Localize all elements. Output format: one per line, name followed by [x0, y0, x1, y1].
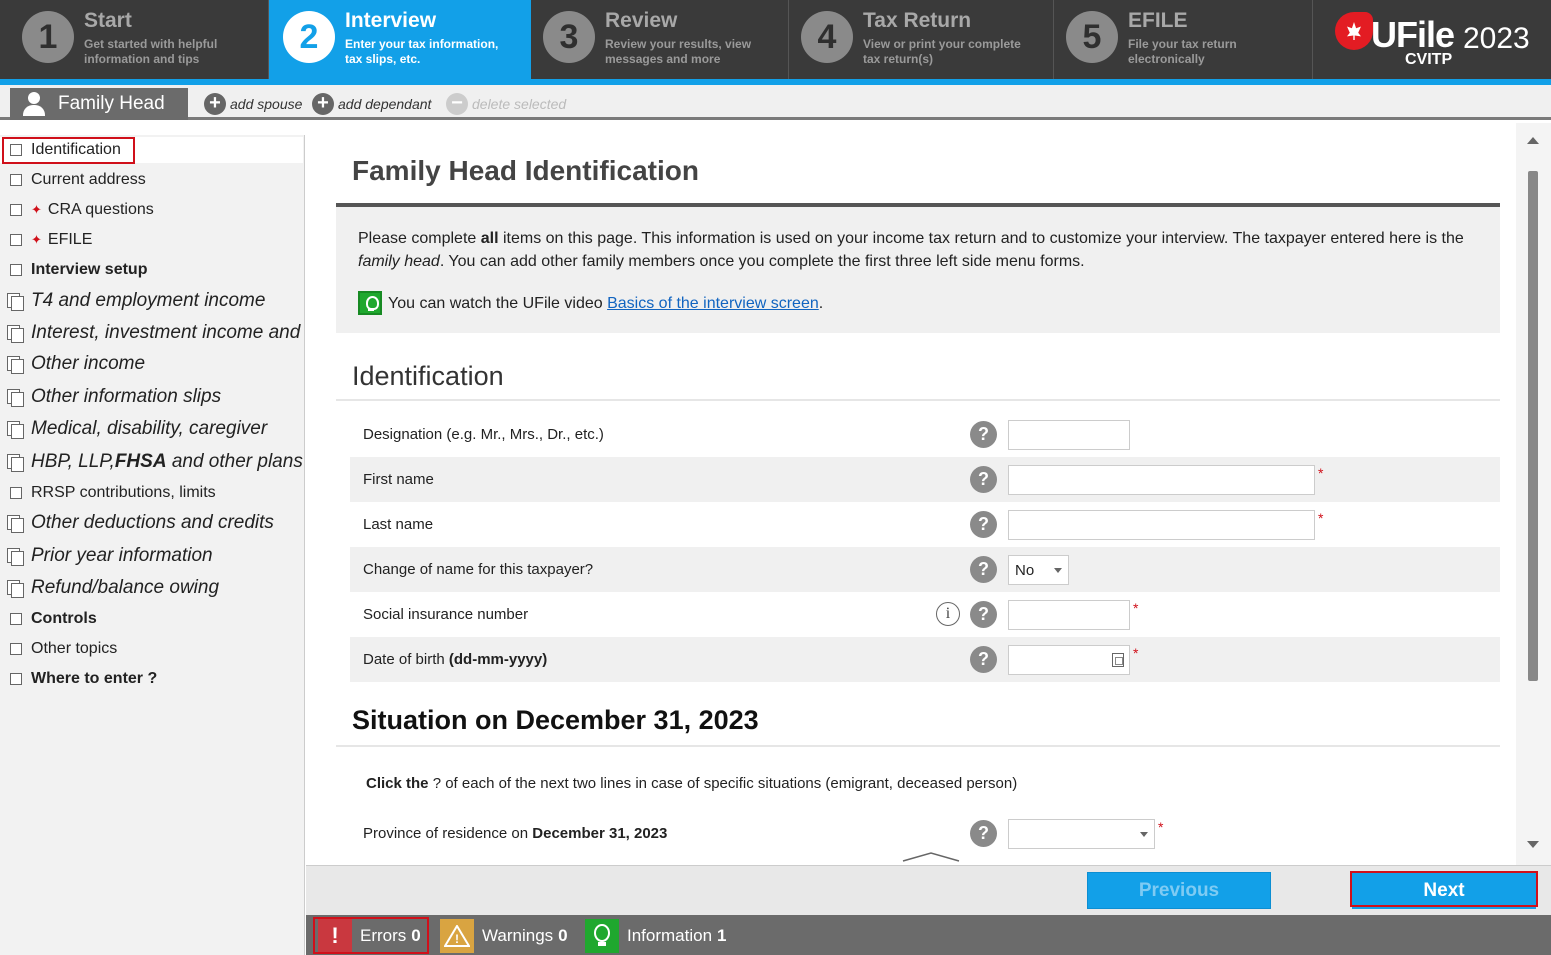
province-select[interactable]: [1008, 819, 1155, 849]
sidebar-item-label: Identification: [31, 141, 121, 158]
intro-text-italic: family head: [358, 253, 440, 270]
dob-label: [363, 651, 547, 668]
status-bar: [306, 915, 1551, 955]
plus-icon: +: [204, 93, 226, 115]
scroll-up-icon[interactable]: [1527, 137, 1539, 144]
sidebar-item-refund-balance[interactable]: [0, 575, 219, 601]
step-number: 5: [1066, 11, 1118, 63]
page-title: Family Head Identification: [352, 155, 699, 186]
pages-icon: [7, 454, 23, 470]
sidebar-item-label: and other plans: [166, 451, 303, 472]
section-divider: [336, 399, 1500, 401]
step-review[interactable]: [531, 0, 789, 79]
brand-name: UFile: [1371, 14, 1455, 55]
person-icon: [22, 92, 46, 116]
sidebar-item-label: Medical, disability, caregiver: [31, 418, 268, 439]
svg-text:!: !: [455, 932, 459, 946]
sidebar-item-hbp-llp-fhsa[interactable]: [0, 449, 303, 475]
checkbox-icon: [10, 174, 22, 186]
checkbox-icon: [10, 234, 22, 246]
sidebar-item-label: Other deductions and credits: [31, 512, 274, 533]
step-subtitle: View or print your complete: [863, 37, 1021, 51]
sidebar: [0, 135, 305, 955]
intro-text: [358, 227, 1478, 273]
step-subtitle: tax return(s): [863, 52, 934, 66]
name-change-label: Change of name for this taxpayer?: [363, 561, 594, 578]
step-subtitle: Enter your tax information,: [345, 37, 499, 51]
help-icon[interactable]: ?: [970, 556, 997, 583]
field-row-name-change: [350, 547, 1500, 592]
click-instruction-text: ? of each of the next two lines in case of specific situations (emigrant, deceased person): [428, 775, 1018, 792]
sidebar-item-label: Interview setup: [31, 261, 148, 278]
checkbox-icon: [10, 264, 22, 276]
sidebar-item-rrsp[interactable]: [0, 480, 216, 506]
sidebar-item-controls[interactable]: [0, 606, 97, 632]
pages-icon: [7, 548, 23, 564]
warning-icon: [440, 919, 474, 953]
step-subtitle: Get started with helpful: [84, 37, 218, 51]
step-tax-return[interactable]: [789, 0, 1054, 79]
sidebar-item-label: HBP, LLP,: [31, 451, 115, 472]
step-interview[interactable]: [269, 0, 531, 79]
maple-leaf-icon: [1335, 12, 1373, 50]
error-icon: !: [318, 919, 352, 953]
intro-panel: [336, 203, 1500, 333]
field-row-designation: [350, 412, 1500, 457]
province-label: [363, 825, 667, 842]
last-name-input[interactable]: [1008, 510, 1315, 540]
pages-icon: [7, 515, 23, 531]
step-bar: [0, 0, 1551, 85]
add-spouse-button[interactable]: [204, 93, 302, 115]
last-name-label: Last name: [363, 516, 434, 533]
step-subtitle: tax slips, etc.: [345, 52, 421, 66]
warnings-status[interactable]: [440, 919, 568, 953]
required-marker: *: [1158, 819, 1164, 835]
main-content: [306, 123, 1524, 865]
sidebar-item-label: Refund/balance owing: [31, 577, 220, 598]
delete-selected-button[interactable]: [446, 93, 566, 115]
pages-icon: [7, 389, 23, 405]
sidebar-item-t4-employment[interactable]: [0, 288, 265, 314]
minus-icon: −: [446, 93, 468, 115]
sidebar-item-medical-disability[interactable]: [0, 416, 267, 442]
sidebar-item-label: Prior year information: [31, 545, 213, 566]
click-instruction: [366, 775, 1017, 792]
checkbox-icon: [10, 673, 22, 685]
scroll-down-icon[interactable]: [1527, 841, 1539, 848]
brand-year: 2023: [1463, 22, 1530, 55]
field-row-last-name: [350, 502, 1500, 547]
designation-input[interactable]: [1008, 420, 1130, 450]
province-label-text: Province of residence on: [363, 825, 533, 842]
scrollbar[interactable]: [1516, 123, 1551, 865]
sidebar-item-prior-year[interactable]: [0, 543, 213, 569]
warnings-count: 0: [558, 926, 568, 945]
step-title: EFILE: [1128, 9, 1188, 32]
sidebar-item-label: EFILE: [47, 231, 93, 248]
step-title: Start: [84, 9, 132, 32]
sidebar-item-label: Interest, investment income and: [31, 322, 301, 343]
intro-text-part: Please complete: [358, 230, 481, 247]
required-marker: *: [1133, 645, 1139, 661]
next-button[interactable]: Next: [1352, 872, 1536, 909]
sidebar-item-label: RRSP contributions, limits: [31, 484, 216, 501]
province-date: December 31, 2023: [532, 825, 668, 842]
section-heading-identification: Identification: [352, 361, 504, 391]
field-row-province: [350, 811, 1500, 856]
sidebar-item-current-address[interactable]: [0, 167, 146, 193]
help-icon[interactable]: ?: [970, 421, 997, 448]
info-icon[interactable]: i: [936, 602, 960, 626]
sidebar-item-efile[interactable]: [0, 227, 92, 253]
field-row-dob: [350, 637, 1500, 682]
step-subtitle: information and tips: [84, 52, 200, 66]
step-subtitle: messages and more: [605, 52, 721, 66]
step-number: 4: [801, 11, 853, 63]
checkbox-icon: [10, 613, 22, 625]
required-marker: *: [1133, 600, 1139, 616]
sidebar-item-label: Other topics: [31, 640, 118, 657]
sidebar-item-label: T4 and employment income: [31, 290, 266, 311]
help-icon[interactable]: ?: [970, 466, 997, 493]
errors-count: 0: [411, 926, 421, 945]
sidebar-item-label: Where to enter ?: [31, 670, 158, 687]
errors-label: Errors: [360, 926, 407, 945]
video-link[interactable]: Basics of the interview screen: [607, 294, 819, 312]
help-icon[interactable]: ?: [970, 511, 997, 538]
intro-text-bold: all: [480, 230, 499, 247]
brand-edition: CVITP: [1405, 51, 1453, 68]
step-title: Tax Return: [863, 9, 972, 32]
highlight-box: [313, 917, 429, 954]
first-name-input[interactable]: [1008, 465, 1315, 495]
member-bar: [0, 85, 1551, 120]
name-change-select[interactable]: [1008, 555, 1069, 585]
sidebar-item-label-bold: FHSA: [114, 451, 167, 472]
field-row-first-name: [350, 457, 1500, 502]
sidebar-item-interview-setup[interactable]: [0, 257, 147, 283]
tip-text: You can watch the UFile video: [388, 294, 608, 312]
dob-format: (dd-mm-yyyy): [448, 651, 548, 668]
delete-selected-label: delete selected: [472, 96, 567, 112]
intro-text-part: items on this page. This information is used on your income tax return and to customize your interview. The taxpayer entered here is the: [498, 230, 1464, 247]
help-icon[interactable]: ?: [970, 820, 997, 847]
highlight-box: [2, 137, 135, 164]
sidebar-item-other-info-slips[interactable]: [0, 384, 221, 410]
plus-icon: +: [312, 93, 334, 115]
step-subtitle: File your tax return: [1128, 37, 1237, 51]
required-marker: *: [1318, 465, 1324, 481]
previous-button[interactable]: Previous: [1087, 872, 1271, 909]
navigation-bar: [306, 865, 1551, 915]
click-instruction-bold: Click the: [366, 775, 429, 792]
intro-text-part: . You can add other family members once you complete the first three left side menu forms.: [439, 253, 1085, 270]
required-marker: *: [1318, 510, 1324, 526]
sidebar-item-where-to-enter[interactable]: [0, 666, 157, 692]
sidebar-item-interest-investment[interactable]: [0, 320, 300, 346]
sidebar-item-other-topics[interactable]: [0, 636, 117, 662]
add-spouse-label: add spouse: [230, 96, 303, 112]
checkbox-icon: [10, 204, 22, 216]
maple-leaf-icon: ✦: [31, 202, 42, 217]
information-count: 1: [717, 926, 727, 945]
information-status[interactable]: [585, 919, 727, 953]
maple-leaf-icon: ✦: [31, 232, 42, 247]
section-divider: [336, 745, 1500, 747]
pages-icon: [7, 580, 23, 596]
pages-icon: [7, 293, 23, 309]
step-number: 2: [283, 11, 335, 63]
name-change-value: No: [1015, 561, 1035, 579]
add-dependant-button[interactable]: [312, 93, 431, 115]
sidebar-item-cra-questions[interactable]: [0, 197, 154, 223]
sin-label: Social insurance number: [363, 606, 529, 623]
sidebar-item-label: Current address: [31, 171, 146, 188]
first-name-label: First name: [363, 471, 434, 488]
sin-input[interactable]: [1008, 600, 1130, 630]
checkbox-icon: [10, 643, 22, 655]
video-tip: [358, 291, 1478, 315]
ufile-logo: [1313, 0, 1551, 79]
section-heading-situation: Situation on December 31, 2023: [352, 705, 759, 735]
dob-input[interactable]: [1008, 645, 1130, 675]
step-number: 1: [22, 11, 74, 63]
field-row-sin: [350, 592, 1500, 637]
sidebar-item-label: CRA questions: [47, 201, 154, 218]
step-title: Review: [605, 9, 678, 32]
dob-label-text: Date of birth: [363, 651, 449, 668]
chevron-down-icon: [1054, 568, 1062, 573]
chevron-up-icon[interactable]: [901, 851, 961, 863]
warnings-label: Warnings: [482, 926, 554, 945]
designation-label: Designation (e.g. Mr., Mrs., Dr., etc.): [363, 426, 604, 443]
family-head-tab[interactable]: [10, 88, 188, 120]
step-start[interactable]: [0, 0, 269, 79]
step-subtitle: electronically: [1128, 52, 1205, 66]
checkbox-icon: [10, 487, 22, 499]
sidebar-item-label: Controls: [31, 610, 97, 627]
add-dependant-label: add dependant: [338, 96, 432, 112]
lightbulb-icon: [585, 919, 619, 953]
step-number: 3: [543, 11, 595, 63]
highlight-box: [1350, 871, 1538, 907]
sidebar-item-label: Other information slips: [31, 386, 222, 407]
pages-icon: [7, 356, 23, 372]
sidebar-item-other-income[interactable]: [0, 351, 145, 377]
step-subtitle: Review your results, view: [605, 37, 752, 51]
lightbulb-icon: [358, 291, 382, 315]
tip-end: .: [818, 294, 824, 312]
family-head-label: Family Head: [58, 93, 165, 114]
information-label: Information: [627, 926, 713, 945]
scroll-thumb[interactable]: [1528, 171, 1538, 681]
chevron-down-icon: [1140, 832, 1148, 837]
pages-icon: [7, 325, 23, 341]
help-icon[interactable]: ?: [970, 601, 997, 628]
step-efile[interactable]: [1054, 0, 1313, 79]
calendar-icon[interactable]: [1112, 653, 1124, 667]
sidebar-item-label: Other income: [31, 353, 146, 374]
help-icon[interactable]: ?: [970, 646, 997, 673]
sidebar-item-other-deductions[interactable]: [0, 510, 274, 536]
step-title: Interview: [345, 9, 437, 32]
pages-icon: [7, 421, 23, 437]
